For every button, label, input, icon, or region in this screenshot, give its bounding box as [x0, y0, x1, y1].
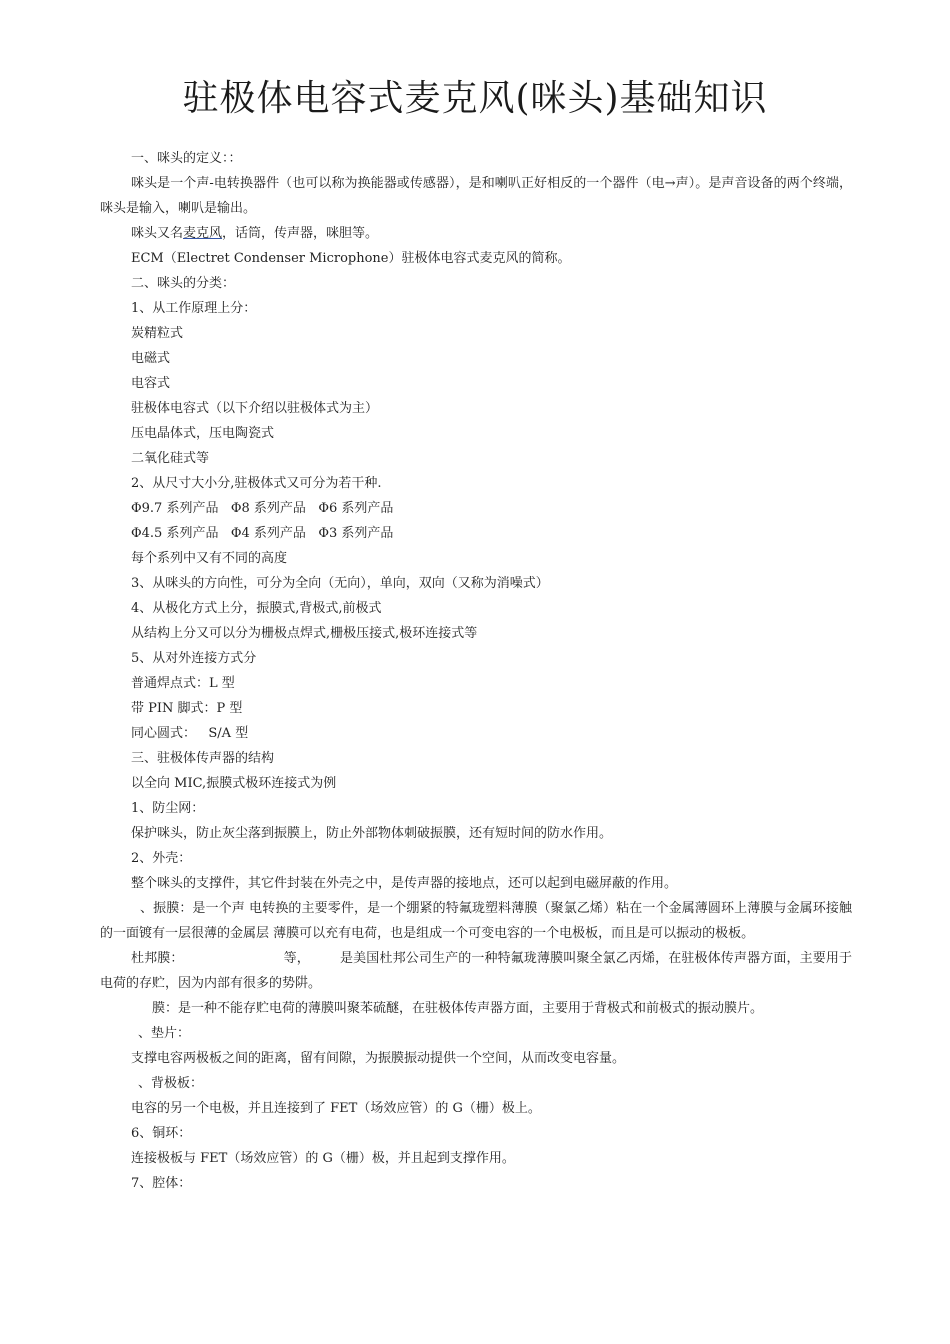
list-item: Φ9.7 系列产品 Φ8 系列产品 Φ6 系列产品 [131, 501, 394, 516]
list-item: 普通焊点式：L 型 [131, 676, 235, 691]
list-item: 电容式 [131, 376, 171, 391]
list-item: 压电晶体式，压电陶瓷式 [131, 426, 275, 441]
microphone-link[interactable]: 麦克风 [183, 226, 223, 241]
paragraph: 膜：是一种不能存贮电荷的薄膜叫聚苯硫醚，在驻极体传声器方面，主要用于背极式和前极式的振动膜片。 [152, 1001, 764, 1016]
section-heading: 三、驻极体传声器的结构 [131, 751, 275, 766]
list-item: 二氧化硅式等 [131, 451, 210, 466]
list-item: 7、腔体： [131, 1176, 192, 1191]
list-item: 每个系列中又有不同的高度 [131, 551, 288, 566]
document-body [100, 146, 852, 1196]
list-item: 电磁式 [131, 351, 171, 366]
list-item: 2、外壳： [131, 851, 192, 866]
section-heading: 一、咪头的定义：： [131, 151, 242, 166]
text: 咪头又名 [131, 226, 184, 241]
text: ，话筒，传声器，咪胆等。 [222, 226, 379, 241]
text: 杜邦膜： [131, 951, 184, 966]
list-item: 、垫片： [138, 1026, 191, 1041]
paragraph: 电容的另一个电极，并且连接到了 FET（场效应管）的 G（栅）极上。 [131, 1101, 541, 1116]
paragraph: 保护咪头，防止灰尘落到振膜上，防止外部物体刺破振膜，还有短时间的防水作用。 [131, 826, 613, 841]
list-item: 2、从尺寸大小分,驻极体式又可分为若干种. [131, 476, 382, 491]
list-item: 4、从极化方式上分，振膜式,背极式,前极式 [131, 601, 382, 616]
list-item: 同心圆式： S/A 型 [131, 726, 249, 741]
paragraph: 咪头是一个声-电转换器件（也可以称为换能器或传感器），是和喇叭正好相反的一个器件（电→声）。是声音设备的两个终端，咪头是输入，喇叭是输出。 [100, 176, 852, 216]
list-item: 1、从工作原理上分： [131, 301, 257, 316]
list-item: Φ4.5 系列产品 Φ4 系列产品 Φ3 系列产品 [131, 526, 394, 541]
text: 等， [283, 951, 310, 966]
page-title: 驻极体电容式麦克风(咪头)基础知识 [182, 78, 768, 119]
list-item: 1、防尘网： [131, 801, 205, 816]
list-item: 带 PIN 脚式：P 型 [131, 701, 243, 716]
list-item: 驻极体电容式（以下介绍以驻极体式为主） [131, 401, 379, 416]
paragraph [100, 946, 852, 996]
list-item: 炭精粒式 [131, 326, 184, 341]
list-item: 3、从咪头的方向性，可分为全向（无向），单向，双向（又称为消噪式） [131, 576, 549, 591]
list-item: 5、从对外连接方式分 [131, 651, 257, 666]
paragraph: 、振膜：是一个声 电转换的主要零件，是一个绷紧的特氟珑塑料薄膜（聚氯乙烯）粘在一个金属薄圆环上薄膜与金属环接触的一面镀有一层很薄的金属层 薄膜可以充有电荷，也是组成一个可变电容的一个电极板，而且是可以振动的极板。 [100, 901, 852, 941]
section-heading: 二、咪头的分类： [131, 276, 236, 291]
paragraph: 支撑电容两极板之间的距离，留有间隙，为振膜振动提供一个空间，从而改变电容量。 [131, 1051, 626, 1066]
paragraph [100, 221, 852, 246]
text: 是美国杜邦公司生产的一种特氟珑薄膜叫聚全氯乙丙烯，在驻极体传声器方面，主要用于电荷的存贮，因为内部有很多的势阱。 [100, 951, 852, 991]
paragraph: 整个咪头的支撑件，其它件封装在外壳之中，是传声器的接地点，还可以起到电磁屏蔽的作用。 [131, 876, 678, 891]
paragraph: ECM（Electret Condenser Microphone）驻极体电容式麦克风的简称。 [131, 251, 571, 266]
paragraph: 连接极板与 FET（场效应管）的 G（栅）极，并且起到支撑作用。 [131, 1151, 515, 1166]
list-item: 、背极板： [138, 1076, 204, 1091]
list-item: 6、铜环： [131, 1126, 192, 1141]
paragraph: 以全向 MIC,振膜式极环连接式为例 [131, 776, 337, 791]
list-item: 从结构上分又可以分为栅极点焊式,栅极压接式,极环连接式等 [131, 626, 478, 641]
